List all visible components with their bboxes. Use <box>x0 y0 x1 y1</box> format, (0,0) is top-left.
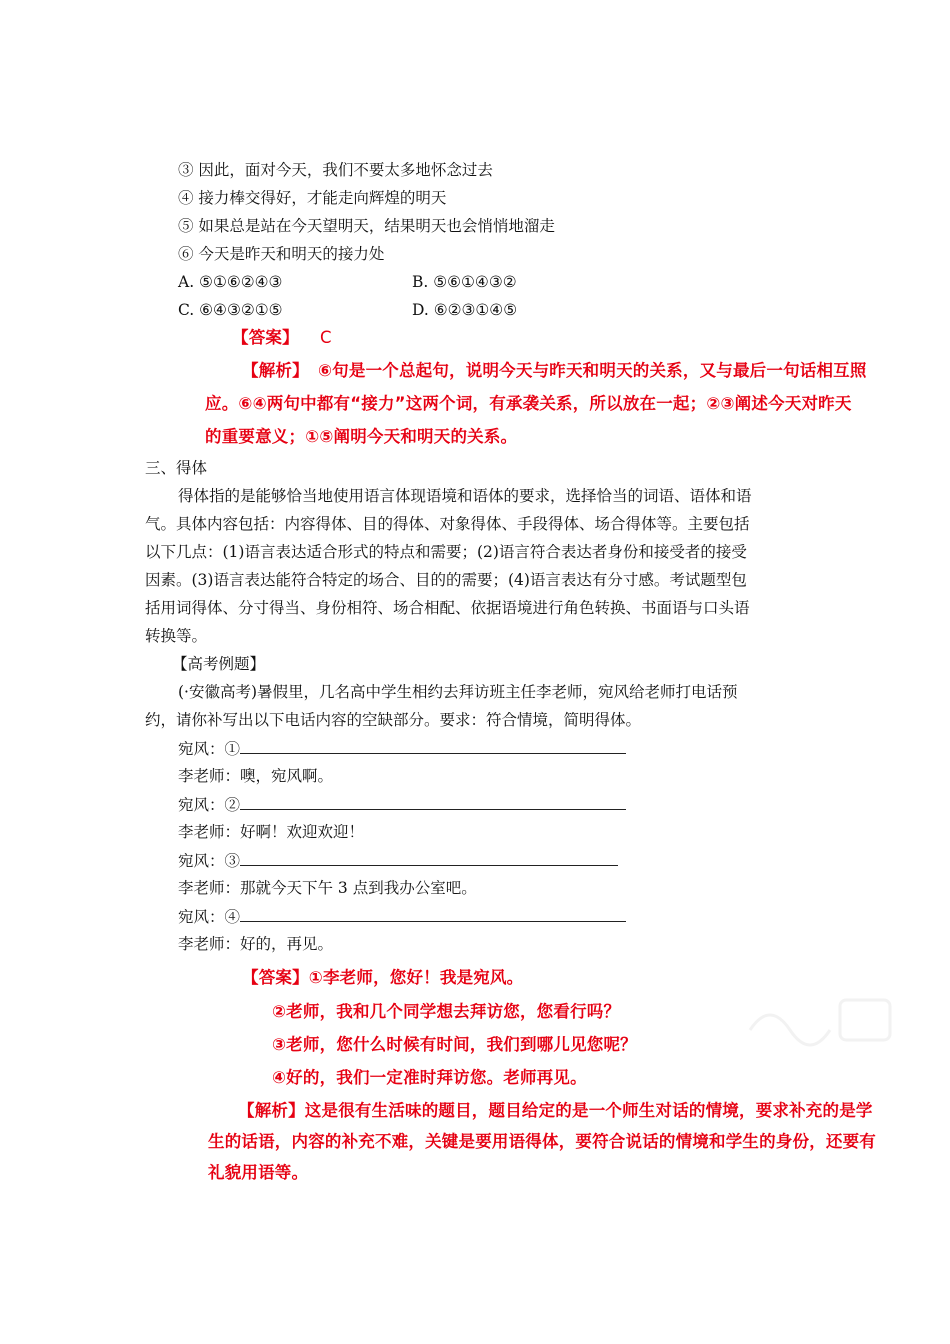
choice-d: D. ⑥②③①④⑤ <box>412 301 518 319</box>
answer2-line-2: ②老师，我和几个同学想去拜访您，您看行吗？ <box>272 1002 621 1021</box>
dialogue-line-1 <box>178 738 626 759</box>
dialogue-line-2: 李老师：噢，宛风啊。 <box>178 767 334 785</box>
dialogue-line-5 <box>178 850 618 871</box>
choice-c: C. ⑥④③②①⑤ <box>178 301 283 319</box>
analysis-label: 【解析】 <box>242 361 309 380</box>
analysis2-line-3: 礼貌用语等。 <box>208 1163 309 1182</box>
dialogue-line-8: 李老师：好的，再见。 <box>178 935 334 953</box>
sentence-item-5: ⑤ 如果总是站在今天望明天，结果明天也会悄悄地溜走 <box>178 217 555 235</box>
question-line-1: (·安徽高考)暑假里，几名高中学生相约去拜访班主任李老师，宛风给老师打电话预 <box>178 683 738 701</box>
paragraph-line-4: 因素。(3)语言表达能符合特定的场合、目的的需要；(4)语言表达有分寸感。考试题型包 <box>145 571 747 589</box>
speaker-text: 宛风：④ <box>178 908 241 926</box>
answer-blank-2 <box>240 794 626 810</box>
choice-b: B. ⑤⑥①④③② <box>412 273 517 291</box>
answer-blank-3 <box>240 850 618 866</box>
dialogue-line-4: 李老师：好啊！欢迎欢迎！ <box>178 823 365 841</box>
answer-value: C <box>320 328 332 347</box>
choice-a: A. ⑤①⑥②④③ <box>178 273 283 291</box>
section-heading: 三、得体 <box>145 459 208 477</box>
speaker-text: 宛风：① <box>178 740 241 758</box>
question-line-2: 约，请你补写出以下电话内容的空缺部分。要求：符合情境，简明得体。 <box>145 711 642 729</box>
paragraph-line-6: 转换等。 <box>145 627 208 645</box>
sentence-item-3: ③ 因此，面对今天，我们不要太多地怀念过去 <box>178 161 493 179</box>
analysis-line-3: 的重要意义；①⑤阐明今天和明天的关系。 <box>205 427 518 446</box>
answer2-line-3: ③老师，您什么时候有时间，我们到哪儿见您呢？ <box>272 1035 637 1054</box>
answer2-line-4: ④好的，我们一定准时拜访您。老师再见。 <box>272 1068 587 1087</box>
analysis-line-2: 应。⑥④两句中都有“接力”这两个词，有承袭关系，所以放在一起；②③阐述今天对昨天 <box>205 394 852 413</box>
paragraph-line-1: 得体指的是能够恰当地使用语言体现语境和语体的要求，选择恰当的词语、语体和语 <box>178 487 752 505</box>
sentence-item-6: ⑥ 今天是昨天和明天的接力处 <box>178 245 385 263</box>
answer-blank-4 <box>240 906 626 922</box>
answer-label: 【答案】 <box>232 328 299 347</box>
answer-blank-1 <box>240 738 626 754</box>
analysis2-line-2: 生的话语，内容的补充不难，关键是要用语得体，要符合说话的情境和学生的身份，还要有 <box>208 1132 876 1151</box>
sentence-item-4: ④ 接力棒交得好，才能走向辉煌的明天 <box>178 189 447 207</box>
speaker-text: 宛风：③ <box>178 852 241 870</box>
answer2-line-1: 【答案】①李老师，您好！我是宛风。 <box>242 968 524 987</box>
paragraph-line-2: 气。具体内容包括：内容得体、目的得体、对象得体、手段得体、场合得体等。主要包括 <box>145 515 750 533</box>
paragraph-line-3: 以下几点：(1)语言表达适合形式的特点和需要；(2)语言符合表达者身份和接受者的接受 <box>145 543 747 561</box>
speaker-text: 宛风：② <box>178 796 241 814</box>
dialogue-line-3 <box>178 794 626 815</box>
paragraph-line-5: 括用词得体、分寸得当、身份相符、场合相配、依据语境进行角色转换、书面语与口头语 <box>145 599 750 617</box>
dialogue-line-7 <box>178 906 626 927</box>
example-heading: 【高考例题】 <box>172 655 266 673</box>
analysis2-line-1: 【解析】这是很有生活味的题目，题目给定的是一个师生对话的情境，要求补充的是学 <box>238 1101 873 1120</box>
analysis-line-1: ⑥句是一个总起句，说明今天与昨天和明天的关系，又与最后一句话相互照 <box>318 361 867 380</box>
watermark-logo-icon <box>730 960 910 1080</box>
dialogue-line-6: 李老师：那就今天下午 3 点到我办公室吧。 <box>178 879 477 897</box>
